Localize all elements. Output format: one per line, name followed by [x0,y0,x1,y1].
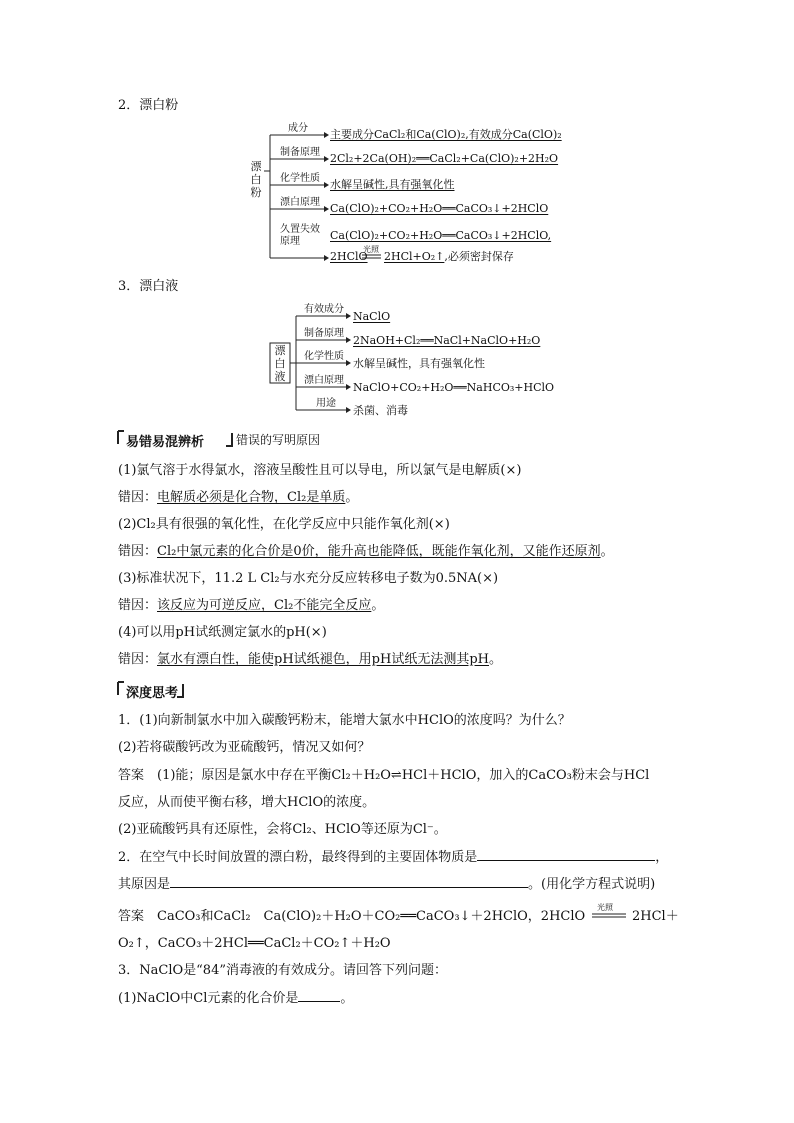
error-reason-4: 错因：氯水有漂白性，能使pH试纸褪色，用pH试纸无法测其pH。 [118,652,503,667]
sec3-label-usage: 用途 [316,398,336,409]
sec2-text-failure-3: 2HCl+O₂↑,必须密封保存 [384,250,514,263]
deep-think-title: 深度思考 [126,686,179,701]
sec3-text-bleach-principle: NaClO+CO₂+H₂O══NaHCO₃+HClO [353,381,555,394]
errors-title: 易错易混辨析 [126,435,205,450]
deep-q2-2: 其原因是 。(用化学方程式说明) [118,877,656,892]
bleach-liquid-root: 漂 白 液 [274,344,286,383]
deep-a2-2: O₂↑，CaCO₃＋2HCl══CaCl₂＋CO₂↑＋H₂O [118,936,391,951]
sec2-text-failure-1: Ca(ClO)₂+CO₂+H₂O══CaCO₃↓+2HClO, [330,229,552,242]
sec2-text-bleach-principle: Ca(ClO)₂+CO₂+H₂O══CaCO₃↓+2HClO [330,202,549,215]
sec2-label-failure-2: 原理 [280,236,300,247]
sec3-label-active: 有效成分 [304,304,344,315]
sec3-label-preparation: 制备原理 [304,328,344,339]
error-q1: (1)氯气溶于水得氯水，溶液呈酸性且可以导电，所以氯气是电解质(×) [118,463,522,478]
section-2-heading: 2．漂白粉 [118,98,179,113]
sec2-label-failure-1: 久置失效 [280,224,320,235]
sec3-text-active: NaClO [353,310,391,323]
sec2-text-failure-2: 2HClO [330,250,368,263]
deep-a1-2: 反应，从而使平衡右移，增大HClO的浓度。 [118,795,376,810]
sec3-text-preparation: 2NaOH+Cl₂══NaCl+NaClO+H₂O [353,334,541,347]
error-reason-3: 错因：该反应为可逆反应，Cl₂不能完全反应。 [118,598,385,613]
sec2-text-chem-property: 水解呈碱性,具有强氧化性 [330,178,455,191]
error-q2: (2)Cl₂具有很强的氧化性，在化学反应中只能作氧化剂(×) [118,517,450,532]
deep-a2-1: 答案 CaCO₃和CaCl₂ Ca(ClO)₂＋H₂O＋CO₂══CaCO₃↓＋2HClO，2HClO [118,909,586,924]
sec3-label-bleach-principle: 漂白原理 [304,375,344,386]
errors-subtitle: 错误的写明原因 [236,433,321,447]
bleach-powder-root: 漂 白 粉 [250,160,262,199]
deep-a1-3: (2)亚硫酸钙具有还原性，会将Cl₂、HClO等还原为Cl⁻。 [118,822,447,837]
sec2-text-composition: 主要成分CaCl₂和Ca(ClO)₂,有效成分Ca(ClO)₂ [330,128,562,141]
error-q3: (3)标准状况下，11.2 L Cl₂与水充分反应转移电子数为0.5NA(×) [118,571,499,586]
error-q4: (4)可以用pH试纸测定氯水的pH(×) [118,625,327,640]
sec2-text-preparation: 2Cl₂+2Ca(OH)₂══CaCl₂+Ca(ClO)₂+2H₂O [330,152,559,165]
sec2-light-condition: 光照 [363,245,379,254]
answer-blank-1[interactable] [477,848,655,861]
deep-q2-1: 2．在空气中长时间放置的漂白粉，最终得到的主要固体物质是 ， [118,850,669,865]
sec3-label-chem-property: 化学性质 [304,351,344,362]
error-reason-1: 错因：电解质必须是化合物，Cl₂是单质。 [118,490,359,505]
answer-blank-2[interactable] [170,875,528,888]
sec2-label-bleach-principle: 漂白原理 [280,197,320,208]
deep-a2-1-end: 2HCl＋ [632,909,679,924]
sec3-text-chem-property: 水解呈碱性，具有强氧化性 [353,357,485,370]
section-3-heading: 3．漂白液 [118,279,179,294]
sec3-text-usage: 杀菌、消毒 [353,404,408,417]
error-reason-2: 错因：Cl₂中氯元素的化合价是0价，能升高也能降低，既能作氧化剂，又能作还原剂。 [118,544,614,559]
deep-q3: 3．NaClO是“84”消毒液的有效成分。请回答下列问题： [118,963,447,978]
deep-q1-2: (2)若将碳酸钙改为亚硫酸钙，情况又如何？ [118,740,371,755]
deep-light-condition: 光照 [597,903,613,912]
deep-q1-1: 1．(1)向新制氯水中加入碳酸钙粉末，能增大氯水中HClO的浓度吗？为什么？ [118,713,571,728]
deep-a1-1: 答案 (1)能；原因是氯水中存在平衡Cl₂＋H₂O⇌HCl＋HClO，加入的CaCO₃粉末会与HCl [118,768,650,783]
sec2-label-chem-property: 化学性质 [280,173,320,184]
sec2-label-composition: 成分 [288,123,308,134]
sec2-label-preparation: 制备原理 [280,147,320,158]
answer-blank-3[interactable] [298,989,340,1002]
deep-q3-1: (1)NaClO中Cl元素的化合价是 。 [118,991,354,1006]
